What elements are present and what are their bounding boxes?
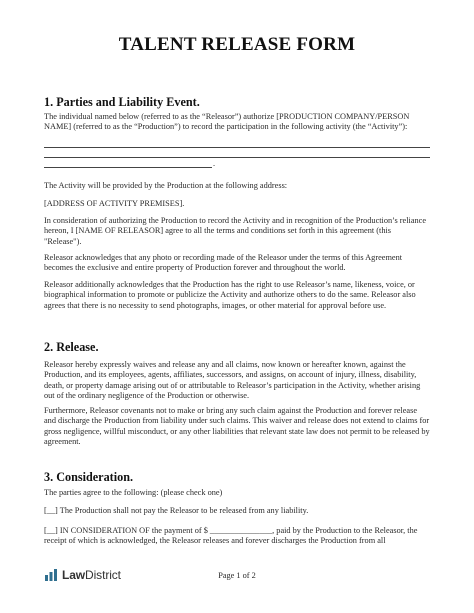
activity-fill-line-3[interactable] bbox=[44, 167, 212, 168]
release-paragraph-1: Releasor hereby expressly waives and release any and all claims, now known or hereafter known, against the Production, and its employees, agents, affiliates, successors, and assigns, on account of injury, illness, disability, death, or property damage arising out of or attributable to Releasor’s participation in the Activity, whether arising out of the ordinary negligence of the Production or otherwise. bbox=[44, 360, 421, 401]
page-number: Page 1 of 2 bbox=[218, 571, 256, 580]
consideration-intro: The parties agree to the following: (please check one) bbox=[44, 488, 223, 497]
address-intro: The Activity will be provided by the Production at the following address: bbox=[44, 181, 288, 190]
activity-fill-line-1[interactable] bbox=[44, 147, 430, 148]
acknowledgement-paragraph-1: Releasor acknowledges that any photo or recording made of the Releasor under the terms of this Agreement becomes the exclusive and entire property of Production forever and throughout the world. bbox=[44, 253, 403, 273]
lawdistrict-logo-text: LawDistrict bbox=[62, 568, 121, 582]
activity-line-period: . bbox=[213, 159, 216, 168]
consideration-option-1[interactable]: [__] The Production shall not pay the Releasor to be released from any liability. bbox=[44, 506, 309, 515]
acknowledgement-paragraph-2: Releasor additionally acknowledges that the Production has the right to use Releasor’s name, likeness, voice, or biographical information to promote or publicize the Activity and authorize others to do the same. Releasor also agrees that there is no necessity to send photographs, images, or other material for approval before use. bbox=[44, 280, 416, 310]
section-1-intro: The individual named below (referred to as the “Releasor”) authorize [PRODUCTION COMPANY/PERSON NAME] (referred to as the “Production”) to record the participation in the following activity (the “Activity”): bbox=[44, 112, 410, 132]
section-2-heading: 2. Release. bbox=[44, 340, 99, 354]
consideration-option-2[interactable]: [__] IN CONSIDERATION OF the payment of $ _______________, paid by the Production to the Releasor, the receipt of which is acknowledged, the Releasor releases and forever discharges the Production from all bbox=[44, 526, 418, 546]
activity-fill-line-2[interactable] bbox=[44, 157, 430, 158]
consideration-paragraph: In consideration of authorizing the Production to record the Activity and in recognition of the Production’s reliance hereon, I [NAME OF RELEASOR] agree to all the terms and conditions set forth in this agreement (this "Release"). bbox=[44, 216, 427, 246]
document-title: TALENT RELEASE FORM bbox=[118, 34, 356, 55]
release-paragraph-2: Furthermore, Releasor covenants not to make or bring any such claim against the Production and forever release and discharge the Production from liability under such claims. This waiver and release does not extend to claims for gross negligence, willful misconduct, or any other liabilities that relevant state law does not permit to be released by agreement. bbox=[44, 406, 430, 447]
address-placeholder: [ADDRESS OF ACTIVITY PREMISES]. bbox=[44, 199, 185, 208]
section-1-heading: 1. Parties and Liability Event. bbox=[44, 95, 200, 109]
section-3-heading: 3. Consideration. bbox=[44, 470, 134, 484]
